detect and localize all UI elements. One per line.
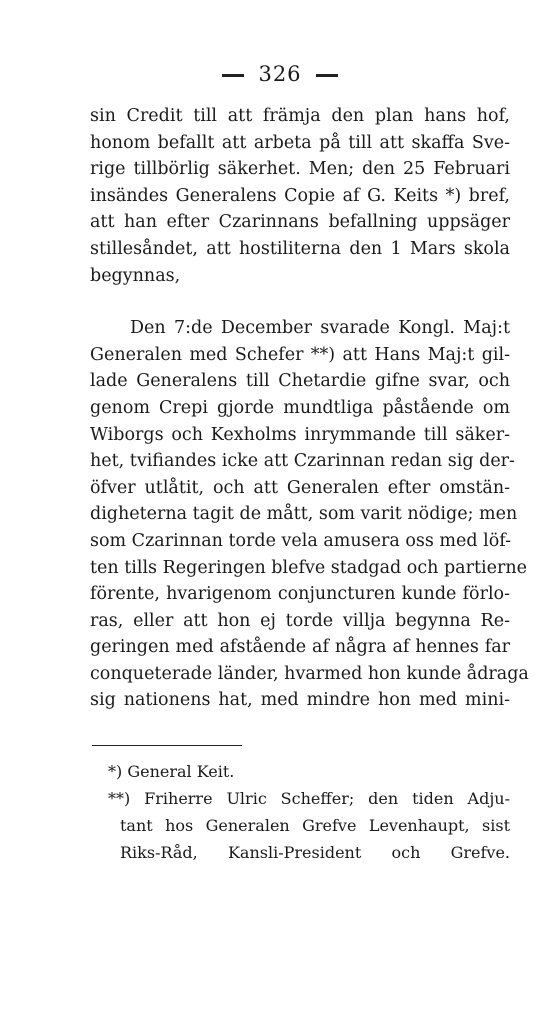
footnote-2-cont: tant hos Generalen Grefve Levenhaupt, sist bbox=[120, 816, 510, 835]
text-line: sig nationens hat, med mindre hon med mini- bbox=[90, 690, 510, 711]
footnotes bbox=[90, 758, 510, 866]
text-line: het, tvifiandes icke att Czarinnan redan sig der- bbox=[90, 451, 515, 472]
footnote-1: *) General Keit. bbox=[108, 762, 235, 781]
paragraph-gap bbox=[90, 289, 510, 315]
page-number: 326 bbox=[258, 62, 302, 86]
text-line: att han efter Czarinnans befallning uppsäger bbox=[90, 212, 510, 233]
text-line: stillesåndet, att hostiliterna den 1 Mars skola bbox=[90, 238, 510, 259]
text-line: öfver utlåtit, och att Generalen efter omstän- bbox=[90, 477, 510, 498]
text-line: honom befallt att arbeta på till att skaffa Sve- bbox=[90, 132, 510, 153]
text-line: geringen med afstående af några af hennes far bbox=[90, 637, 510, 658]
header-dash-right bbox=[316, 74, 338, 77]
text-line: begynnas, bbox=[90, 265, 181, 286]
main-text bbox=[90, 103, 529, 714]
text-line: genom Crepi gjorde mundtliga påstående om bbox=[90, 397, 510, 418]
text-line: Den 7:de December svarade Kongl. Maj:t bbox=[130, 318, 510, 339]
text-line: ten tills Regeringen blefve stadgad och partierne bbox=[90, 557, 527, 578]
text-line: förente, hvarigenom conjuncturen kunde förlo- bbox=[90, 584, 510, 605]
footnote-2: **) Friherre Ulric Scheffer; den tiden Adju- bbox=[108, 789, 510, 808]
text-line: ras, eller att hon ej torde villja begynna Re- bbox=[90, 610, 510, 631]
text-line: insändes Generalens Copie af G. Keits *) bref, bbox=[90, 185, 510, 206]
text-line: conqueterade länder, hvarmed hon kunde ådraga bbox=[90, 663, 529, 684]
footnote-2-cont: Riks-Råd, Kansli-President och Grefve. bbox=[120, 843, 510, 862]
footnote-rule bbox=[92, 745, 242, 746]
text-line: Generalen med Schefer **) att Hans Maj:t gil- bbox=[90, 344, 510, 365]
text-line: rige tillbörlig säkerhet. Men; den 25 Februari bbox=[90, 159, 510, 180]
header-dash-left bbox=[222, 74, 244, 77]
text-line: Wiborgs och Kexholms inrymmande till säker- bbox=[90, 424, 510, 445]
text-line: lade Generalens till Chetardie gifne svar, och bbox=[90, 371, 510, 392]
text-line: sin Credit till att främja den plan hans hof, bbox=[90, 106, 510, 126]
page-header bbox=[0, 62, 560, 86]
text-line: digheterna tagit de mått, som varit nödige; men bbox=[90, 504, 518, 525]
text-line: som Czarinnan torde vela amusera oss med löf- bbox=[90, 530, 512, 551]
